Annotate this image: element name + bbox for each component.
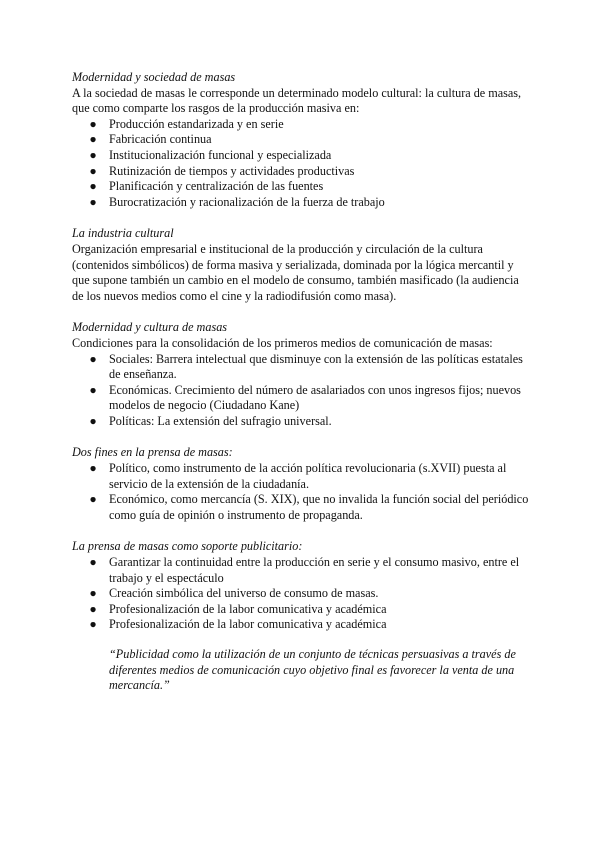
list-item [72, 164, 530, 180]
section-heading: Modernidad y sociedad de masas [72, 70, 236, 84]
list-item [72, 179, 530, 195]
bullet-icon: ● [89, 116, 97, 131]
section-heading: Modernidad y cultura de masas [72, 320, 228, 335]
section-dos-fines [72, 445, 530, 523]
bullet-icon: ● [89, 461, 97, 476]
list-item [72, 492, 530, 523]
section-industria-cultural [72, 226, 530, 304]
list-item [72, 461, 530, 492]
section-prensa-publicitario [72, 539, 530, 693]
bullet-icon: ● [89, 413, 97, 428]
list-item [72, 132, 530, 148]
list-item-text: Sociales: Barrera intelectual que disminuye con la extensión de las políticas estatales de enseñanza. [109, 351, 523, 382]
list-item [72, 617, 530, 633]
list-item-text: Económico, como mercancía (S. XIX), que no invalida la función social del periódico como guía de opinión o instrumento de propaganda. [109, 492, 529, 522]
list-item-text: Garantizar la continuidad entre la producción en serie y el consumo masivo, entre el trabajo y el espectáculo [109, 555, 520, 585]
bullet-icon: ● [89, 132, 97, 147]
list-item-text: Fabricación continua [109, 132, 212, 147]
bullet-icon: ● [89, 492, 97, 507]
list-item-text: Creación simbólica del universo de consumo de masas. [109, 586, 379, 601]
bullet-icon: ● [89, 147, 97, 162]
list-item [72, 148, 530, 164]
list-item [72, 602, 530, 618]
bullet-list [72, 461, 530, 523]
list-item-text: Rutinización de tiempos y actividades productivas [109, 163, 355, 178]
list-item [72, 586, 530, 602]
list-item [72, 195, 530, 211]
list-item-text: Producción estandarizada y en serie [109, 116, 284, 131]
list-item [72, 414, 530, 430]
list-item-text: Burocratización y racionalización de la fuerza de trabajo [109, 194, 385, 209]
section-heading: La prensa de masas como soporte publicitario: [72, 539, 303, 554]
bullet-list [72, 117, 530, 211]
list-item-text: Institucionalización funcional y especializada [109, 147, 332, 162]
bullet-icon: ● [89, 555, 97, 570]
section-heading: Dos fines en la prensa de masas: [72, 445, 233, 460]
bullet-icon: ● [89, 163, 97, 178]
section-paragraph: Condiciones para la consolidación de los primeros medios de comunicación de masas: [72, 335, 493, 350]
bullet-list [72, 352, 530, 430]
list-item [72, 555, 530, 586]
list-item-text: Políticas: La extensión del sufragio universal. [109, 413, 332, 428]
bullet-icon: ● [89, 617, 97, 632]
list-item-text: Profesionalización de la labor comunicativa y académica [109, 617, 387, 632]
section-modernidad-sociedad [72, 70, 530, 210]
bullet-icon: ● [89, 382, 97, 397]
list-item [72, 383, 530, 414]
bullet-icon: ● [89, 601, 97, 616]
list-item-text: Económicas. Crecimiento del número de asalariados con unos ingresos fijos; nuevos modelos de negocio (Ciudadano Kane) [109, 382, 521, 413]
list-item-text: Planificación y centralización de las fuentes [109, 179, 324, 194]
section-paragraph: A la sociedad de masas le corresponde un determinado modelo cultural: la cultura de masas, que como comparte los rasgos de la producción masiva en: [72, 85, 522, 116]
section-paragraph: Organización empresarial e institucional de la producción y circulación de la cultura (contenidos simbólicos) de forma masiva y serializada, dominada por la lógica mercantil y que supone también un cambio en el modelo de consumo, también masificado (la audiencia de los nuevos medios como el cine y la radiodifusión como masa). [72, 241, 519, 303]
bullet-list [72, 555, 530, 633]
list-item-text: Profesionalización de la labor comunicativa y académica [109, 601, 387, 616]
section-modernidad-cultura [72, 320, 530, 429]
list-item-text: Político, como instrumento de la acción política revolucionaria (s.XVII) puesta al servicio de la extensión de la ciudadanía. [109, 461, 507, 491]
bullet-icon: ● [89, 586, 97, 601]
quote-block: “Publicidad como la utilización de un conjunto de técnicas persuasivas a través de diferentes medios de comunicación cuyo objetivo final es favorecer la venta de una mercancía.” [109, 647, 516, 693]
list-item [72, 117, 530, 133]
section-heading: La industria cultural [72, 226, 174, 241]
list-item [72, 352, 530, 383]
bullet-icon: ● [89, 179, 97, 194]
bullet-icon: ● [89, 194, 97, 209]
bullet-icon: ● [89, 351, 97, 366]
